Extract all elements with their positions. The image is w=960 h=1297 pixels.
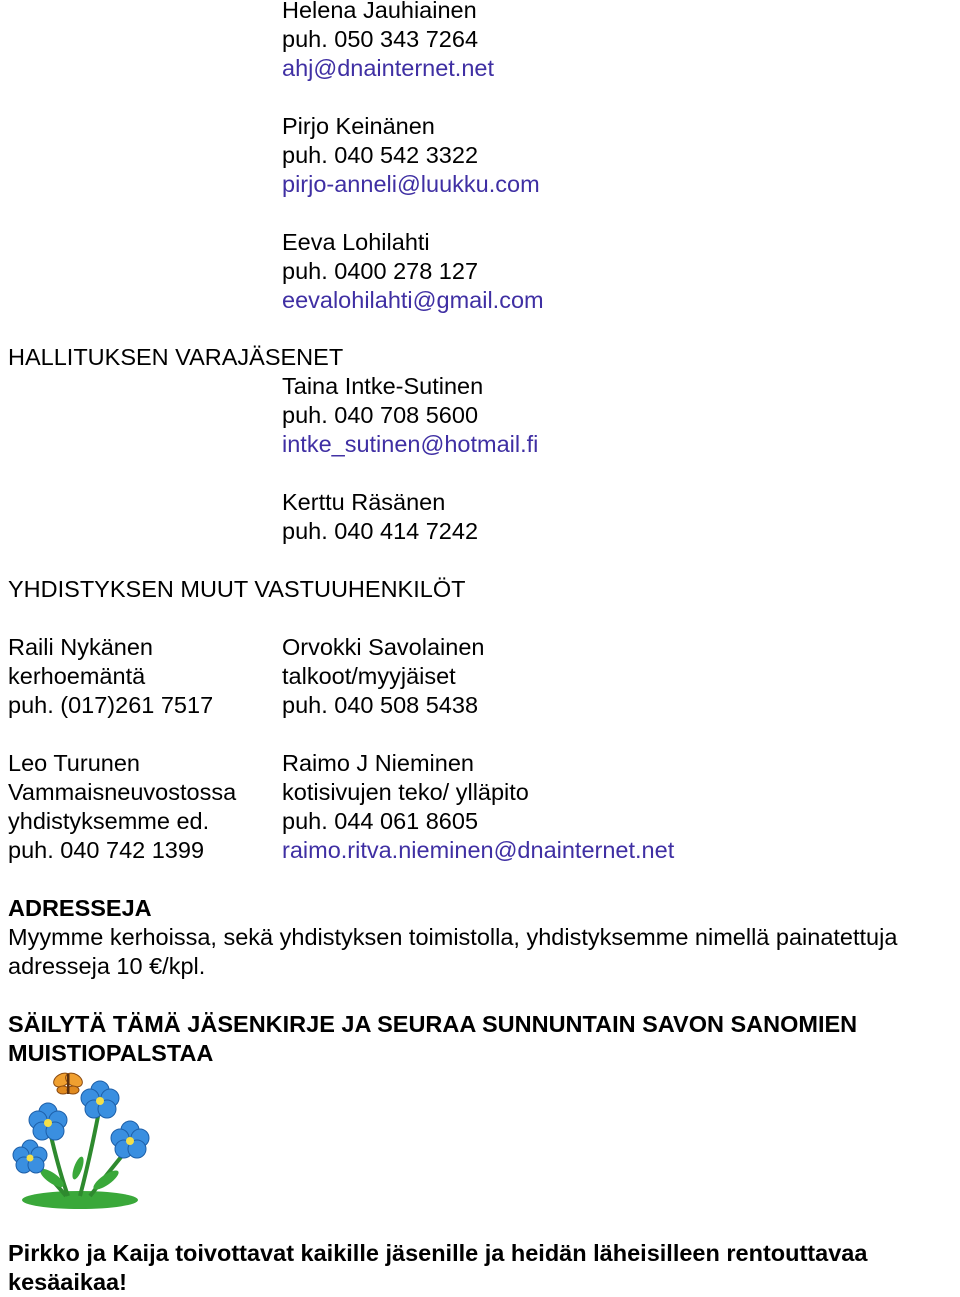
- member-name: Helena Jauhiainen: [282, 0, 477, 23]
- flower-blossom: [111, 1121, 149, 1158]
- flower-blossom: [13, 1140, 47, 1173]
- raili-name: Raili Nykänen: [8, 634, 153, 660]
- deputy-phone: puh. 040 708 5600: [282, 402, 479, 428]
- deputy-name: Taina Intke-Sutinen: [282, 373, 484, 399]
- notice-text: SÄILYTÄ TÄMÄ JÄSENKIRJE JA SEURAA SUNNUNTAIN SAVON SANOMIEN: [8, 1011, 858, 1037]
- flower-blossom: [81, 1081, 119, 1118]
- leaves: [38, 1155, 121, 1192]
- member-phone: puh. 0400 278 127: [282, 258, 479, 284]
- orvokki-phone: puh. 040 508 5438: [282, 692, 479, 718]
- addresses-text: Myymme kerhoissa, sekä yhdistyksen toimistolla, yhdistyksemme nimellä painatettuja: [8, 924, 898, 950]
- leo-role: yhdistyksemme ed.: [8, 808, 210, 834]
- member-phone: puh. 050 343 7264: [282, 26, 479, 52]
- member-name: Eeva Lohilahti: [282, 229, 430, 255]
- deputies-heading: HALLITUKSEN VARAJÄSENET: [8, 344, 344, 370]
- raimo-name: Raimo J Nieminen: [282, 750, 474, 776]
- raimo-phone: puh. 044 061 8605: [282, 808, 479, 834]
- deputy-email-link[interactable]: intke_sutinen@hotmail.fi: [282, 431, 539, 457]
- flower-blossom: [29, 1103, 67, 1140]
- member-email-link[interactable]: eevalohilahti@gmail.com: [282, 287, 544, 313]
- member-phone: puh. 040 542 3322: [282, 142, 479, 168]
- addresses-heading: ADRESSEJA: [8, 895, 152, 921]
- addresses-text: adresseja 10 €/kpl.: [8, 953, 206, 979]
- orvokki-role: talkoot/myyjäiset: [282, 663, 456, 689]
- member-email-link[interactable]: pirjo-anneli@luukku.com: [282, 171, 540, 197]
- others-heading: YHDISTYKSEN MUUT VASTUUHENKILÖT: [8, 576, 466, 602]
- leo-name: Leo Turunen: [8, 750, 140, 776]
- member-name: Pirjo Keinänen: [282, 113, 435, 139]
- member-email-link[interactable]: ahj@dnainternet.net: [282, 55, 495, 81]
- raimo-email-link[interactable]: raimo.ritva.nieminen@dnainternet.net: [282, 837, 675, 863]
- deputy-phone: puh. 040 414 7242: [282, 518, 479, 544]
- deputy-name: Kerttu Räsänen: [282, 489, 446, 515]
- flower-butterfly-illustration: [8, 1068, 158, 1213]
- butterfly-icon: [51, 1070, 85, 1094]
- closing-text: Pirkko ja Kaija toivottavat kaikille jäsenille ja heidän läheisilleen rentouttavaa: [8, 1240, 868, 1266]
- orvokki-name: Orvokki Savolainen: [282, 634, 485, 660]
- raili-role: kerhoemäntä: [8, 663, 146, 689]
- raili-phone: puh. (017)261 7517: [8, 692, 214, 718]
- raimo-role: kotisivujen teko/ ylläpito: [282, 779, 529, 805]
- notice-text: MUISTIOPALSTAA: [8, 1040, 214, 1066]
- leo-role: Vammaisneuvostossa: [8, 779, 237, 805]
- leo-phone: puh. 040 742 1399: [8, 837, 205, 863]
- closing-text: kesäaikaa!: [8, 1269, 127, 1295]
